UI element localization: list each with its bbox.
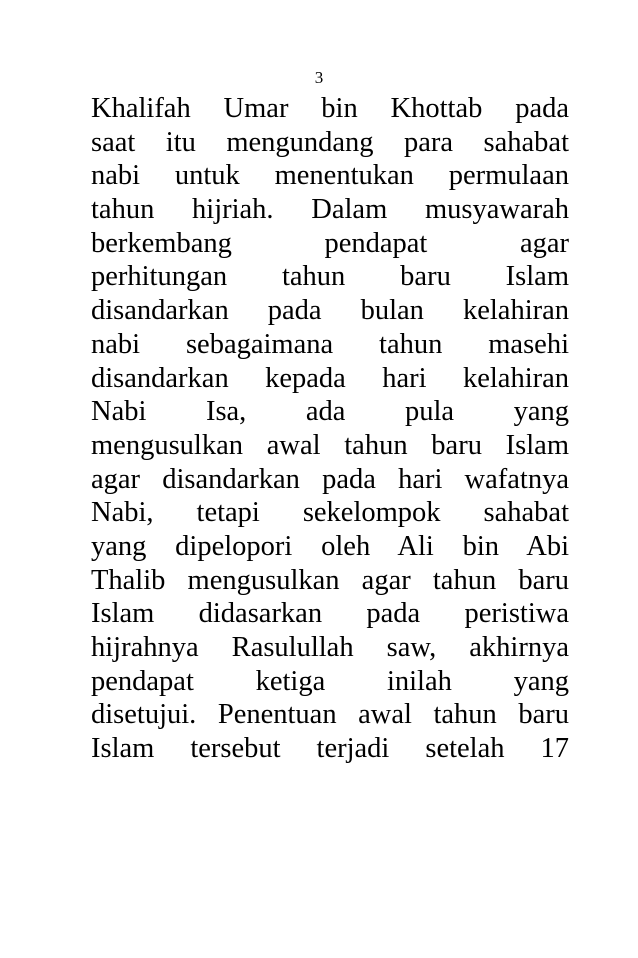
text-line: Islam tersebut terjadi setelah 17 — [91, 733, 569, 765]
text-line: nabi sebagaimana tahun masehi — [91, 328, 569, 360]
text-line: tahun hijriah. Dalam musyawarah — [91, 194, 569, 226]
text-line: mengusulkan awal tahun baru Islam — [91, 429, 569, 461]
text-line: Thalib mengusulkan agar tahun baru — [91, 564, 569, 596]
text-line: pendapat ketiga inilah yang — [91, 665, 569, 697]
text-line: nabi untuk menentukan permulaan — [91, 160, 569, 192]
text-line: Khalifah Umar bin Khottab pada — [91, 93, 569, 124]
text-line: Nabi, tetapi sekelompok sahabat — [91, 497, 569, 529]
text-line: agar disandarkan pada hari wafatnya — [91, 463, 569, 495]
text-line: berkembang pendapat agar — [91, 227, 569, 259]
text-line: disetujui. Penentuan awal tahun baru — [91, 699, 569, 731]
page-number: 3 — [314, 68, 324, 87]
text-line: hijrahnya Rasulullah saw, akhirnya — [91, 632, 569, 663]
text-line: disandarkan kepada hari kelahiran — [91, 362, 569, 394]
text-line: saat itu mengundang para sahabat — [91, 126, 569, 158]
body-paragraph — [91, 92, 569, 766]
text-line: Islam didasarkan pada peristiwa — [91, 598, 569, 630]
text-line: disandarkan pada bulan kelahiran — [91, 295, 569, 327]
text-line: perhitungan tahun baru Islam — [91, 261, 569, 293]
text-line: Nabi Isa, ada pula yang — [91, 396, 569, 428]
text-line: yang dipelopori oleh Ali bin Abi — [91, 530, 569, 562]
